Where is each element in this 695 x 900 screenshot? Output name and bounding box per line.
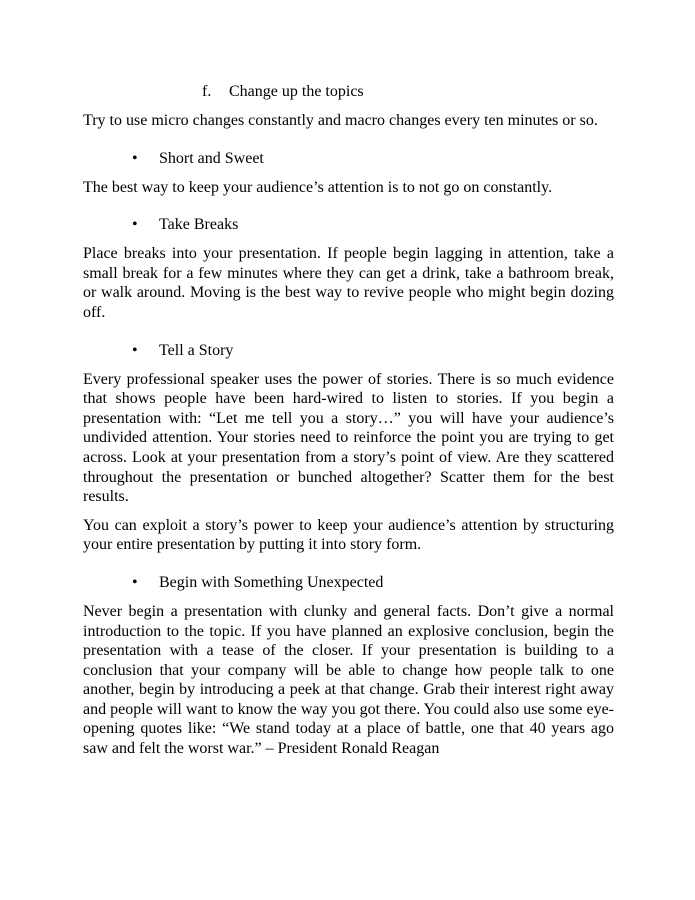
story-power-paragraph: You can exploit a story’s power to keep your audience’s attention by structuring your entire presentation by putting it into story form. — [83, 516, 614, 554]
tell-a-story-paragraph: Every professional speaker uses the power of stories. There is so much evidence that shows people have been hard-wired to listen to stories. If you begin a presentation with: “Let me tell you a story…” you will have your audience’s undivided attention. Your stories need to reinforce the point you are trying to get across. Look at your presentation from a story’s point of view. Are they scattered throughout the presentation or bunched altogether? Scatter them for the best results. — [83, 370, 614, 506]
bullet-heading-text: Take Breaks — [159, 216, 239, 234]
take-breaks-paragraph: Place breaks into your presentation. If people begin lagging in attention, take a small break for a few minutes where they can get a drink, take a bathroom break, or walk around. Moving is the best way to revive people who might begin dozing off. — [83, 245, 614, 321]
bullet-heading-text: Short and Sweet — [159, 149, 264, 167]
begin-unexpected-paragraph: Never begin a presentation with clunky and general facts. Don’t give a normal introduction to the topic. If you have planned an explosive conclusion, begin the presentation with a tease of the closer. If your presentation is building to a conclusion that your company will be able to change how people talk to one another, begin by introducing a peek at that change. Grab their interest right away and people will want to know the way you got there. You could also use some eye-opening quotes like: “We stand today at a place of battle, one that 40 years ago saw and felt the worst war.” – President Ronald Reagan — [83, 602, 614, 758]
bullet-icon: • — [132, 216, 138, 234]
bullet-heading-text: Tell a Story — [159, 341, 234, 359]
bullet-icon: • — [132, 341, 138, 359]
document-body — [83, 80, 614, 768]
bullet-heading-short-and-sweet — [83, 149, 614, 169]
bullet-icon: • — [132, 149, 138, 167]
bullet-heading-begin-unexpected — [83, 573, 614, 593]
bullet-icon: • — [132, 573, 138, 591]
section-heading-text: Change up the topics — [229, 83, 364, 100]
bullet-heading-take-breaks — [83, 215, 614, 235]
section-heading-change-up-topics — [83, 80, 614, 102]
change-topics-paragraph: Try to use micro changes constantly and macro changes every ten minutes or so. — [83, 112, 598, 129]
list-marker: f. — [202, 83, 212, 100]
short-and-sweet-paragraph: The best way to keep your audience’s attention is to not go on constantly. — [83, 178, 553, 196]
bullet-heading-text: Begin with Something Unexpected — [159, 573, 384, 591]
bullet-heading-tell-a-story — [83, 341, 614, 361]
